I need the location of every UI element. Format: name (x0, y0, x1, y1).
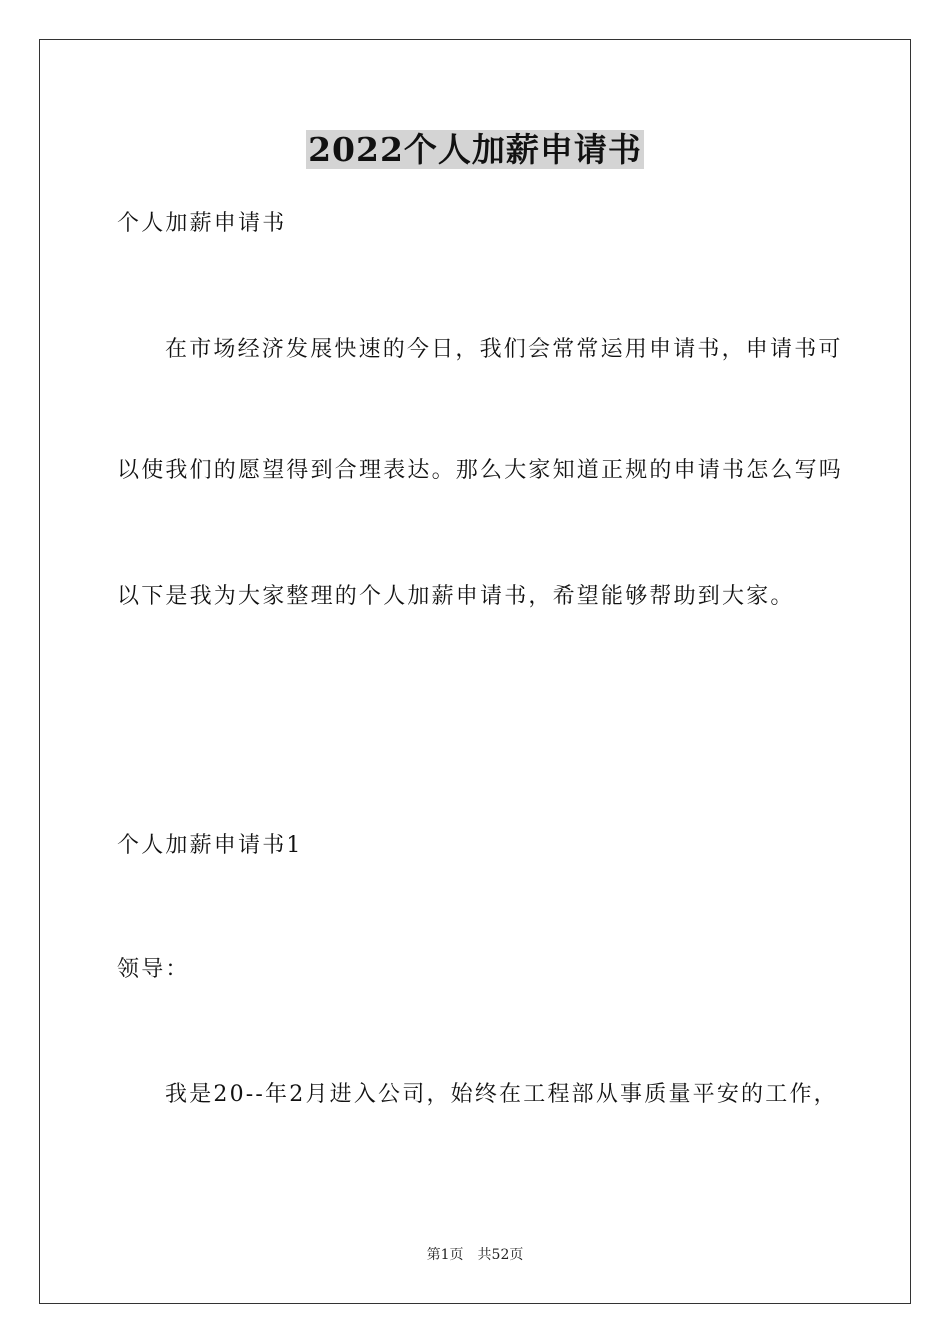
paragraph-line: 我是20--年2月进入公司，始终在工程部从事质量平安的工作， (165, 1082, 838, 1107)
page-footer (0, 1246, 950, 1264)
document-title (0, 128, 950, 172)
paragraph-line: 在市场经济发展快速的今日，我们会常常运用申请书，申请书可 (165, 337, 843, 362)
paragraph-line: 以使我们的愿望得到合理表达。那么大家知道正规的申请书怎么写吗 (117, 458, 844, 483)
page-number: 第1页 (426, 1247, 464, 1263)
page-total: 共52页 (477, 1247, 524, 1263)
paragraph-line: 以下是我为大家整理的个人加薪申请书，希望能够帮助到大家。 (117, 584, 795, 609)
salutation: 领导： (117, 957, 190, 982)
paragraph-line: 个人加薪申请书 (117, 211, 287, 236)
section-heading: 个人加薪申请书1 (117, 833, 303, 858)
document-title-text: 2022个人加薪申请书 (308, 130, 642, 169)
